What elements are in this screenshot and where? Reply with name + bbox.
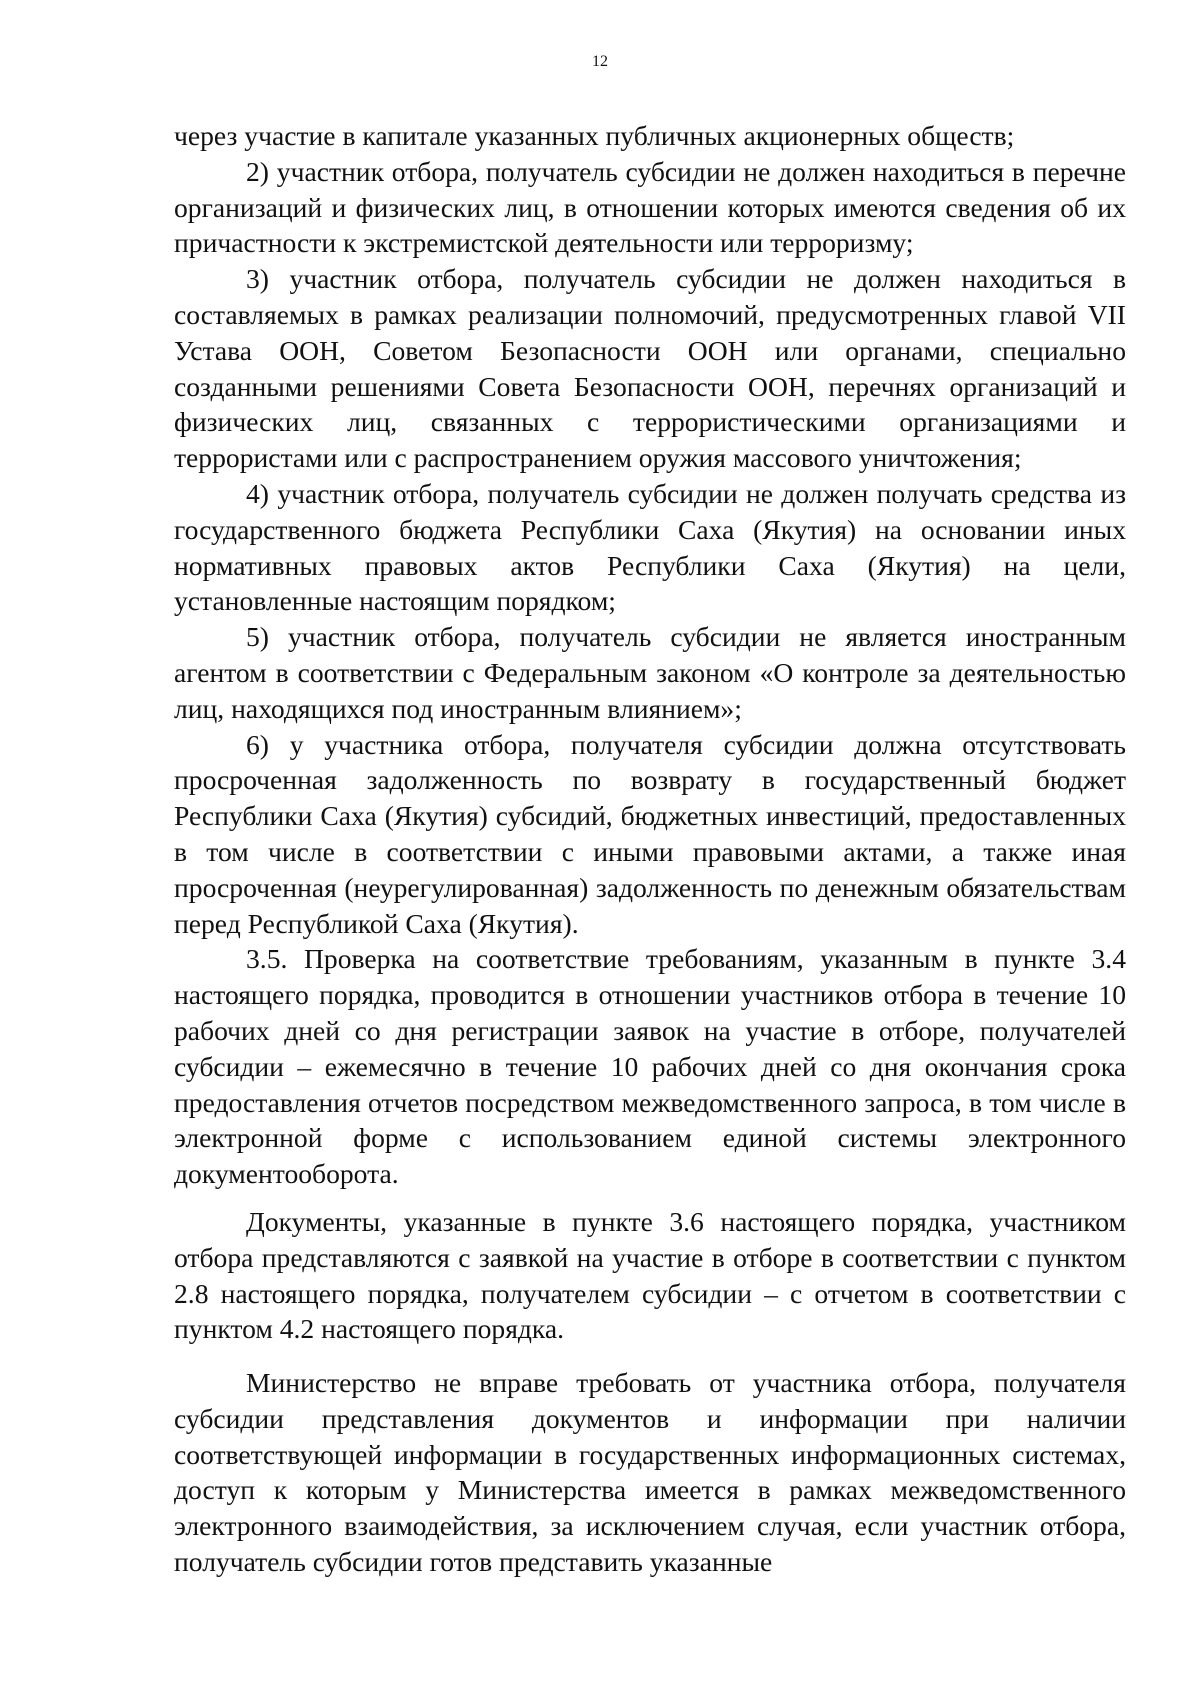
paragraph-item-2: 2) участник отбора, получатель субсидии не должен находиться в перечне организаций и физических лиц, в отношении которых имеются сведения об их причастности к экстремистской деятельности или терроризму; (174, 155, 1126, 259)
paragraph-item-6: 6) у участника отбора, получателя субсидии должна отсутствовать просроченная задолженность по возврату в государственный бюджет Республики Саха (Якутия) субсидий, бюджетных инвестиций, предоставленных в том числе в соответствии с иными правовыми актами, а также иная просроченная (неурегулированная) задолженность по денежным обязательствам перед Республикой Саха (Якутия). (174, 728, 1126, 939)
paragraph-documents: Документы, указанные в пункте 3.6 настоящего порядка, участником отбора представляются с заявкой на участие в отборе в соответствии с пунктом 2.8 настоящего порядка, получателем субсидии – с отчетом в соответствии с пунктом 4.2 настоящего порядка. (174, 1205, 1126, 1345)
paragraph-item-4: 4) участник отбора, получатель субсидии не должен получать средства из государственного бюджета Республики Саха (Якутия) на основании иных нормативных правовых актов Республики Саха (Якутия) на цели, установленные настоящим порядком; (174, 477, 1126, 617)
page-number: 12 (592, 53, 608, 70)
paragraph-continuation: через участие в капитале указанных публичных акционерных обществ; (174, 120, 1015, 151)
paragraph-item-5: 5) участник отбора, получатель субсидии не является иностранным агентом в соответствии с Федеральным законом «О контроле за деятельностью лиц, находящихся под иностранным влиянием»; (174, 621, 1126, 724)
paragraph-ministry: Министерство не вправе требовать от участника отбора, получателя субсидии представления документов и информации при наличии соответствующей информации в государственных информационных системах, доступ к которым у Министерства имеется в рамках межведомственного электронного взаимодействия, за исключением случая, если участник отбора, получатель субсидии готов представить указанные (174, 1367, 1126, 1578)
paragraph-item-3: 3) участник отбора, получатель субсидии не должен находиться в составляемых в рамках реализации полномочий, предусмотренных главой VII Устава ООН, Советом Безопасности ООН или органами, специально созданными решениями Совета Безопасности ООН, перечнях организаций и физических лиц, связанных с террористическими организациями и террористами или с распространением оружия массового уничтожения; (174, 263, 1126, 474)
document-body (174, 118, 1126, 1580)
paragraph-section-3-5: 3.5. Проверка на соответствие требованиям, указанным в пункте 3.4 настоящего порядка, проводится в отношении участников отбора в течение 10 рабочих дней со дня регистрации заявок на участие в отборе, получателей субсидии – ежемесячно в течение 10 рабочих дней со дня окончания срока предоставления отчетов посредством межведомственного запроса, в том числе в электронной форме с использованием единой системы электронного документооборота. (174, 943, 1126, 1190)
